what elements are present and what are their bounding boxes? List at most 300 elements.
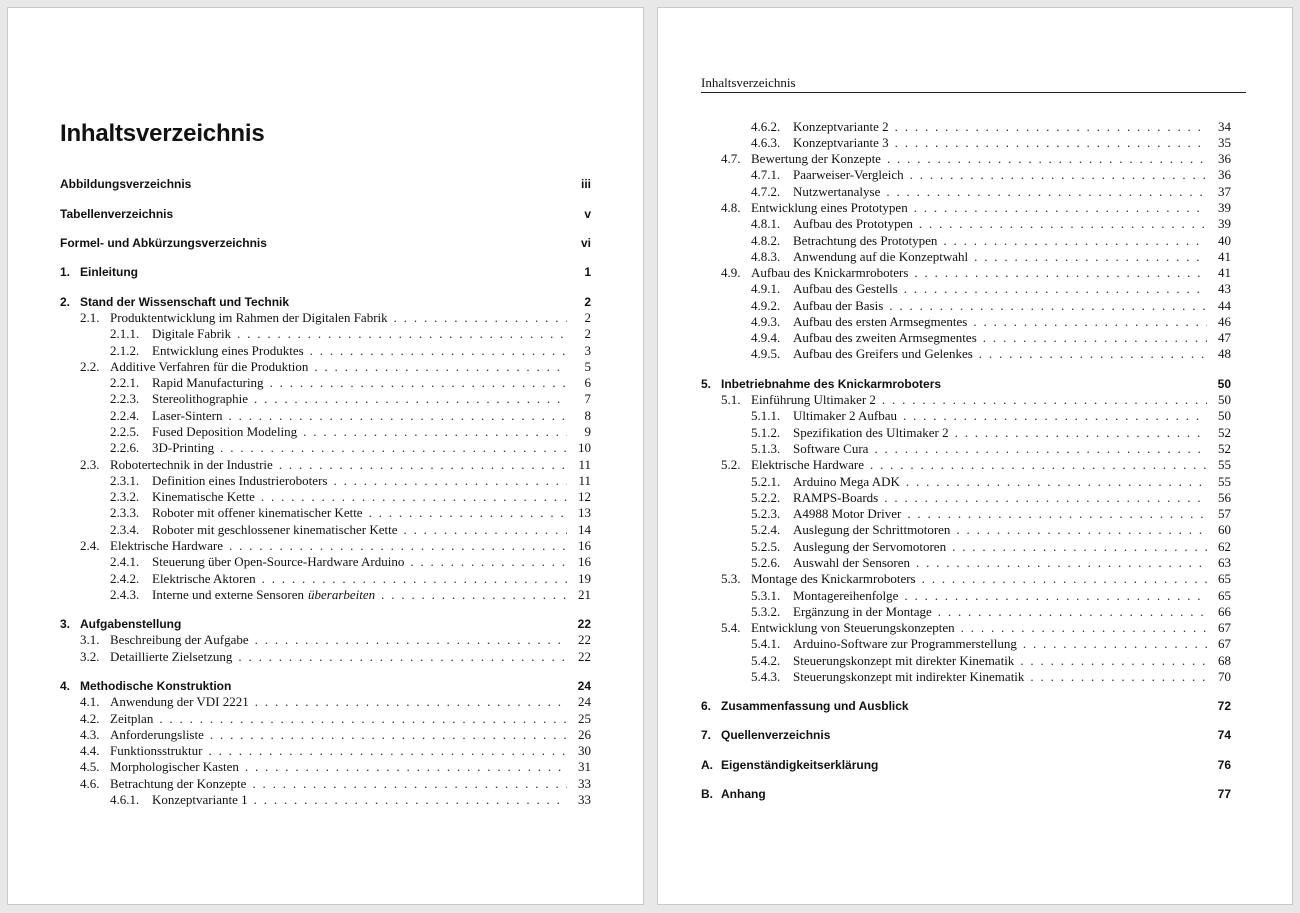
- toc-entry-title: Einleitung: [80, 265, 138, 279]
- toc-entry-page: 67: [1218, 620, 1231, 635]
- toc-entry-page: 70: [1218, 669, 1231, 684]
- toc-entry-title: Elektrische Aktoren: [152, 571, 256, 586]
- toc-chapter[interactable]: [701, 698, 1231, 714]
- toc-entry-page: 66: [1218, 604, 1231, 619]
- toc-entry-title: Paarweiser-Vergleich: [793, 167, 904, 182]
- toc-section[interactable]: [60, 310, 591, 326]
- toc-entry-title: Roboter mit offener kinematischer Kette: [152, 505, 363, 520]
- toc-entry-title: Bewertung der Konzepte: [751, 151, 881, 166]
- toc-entry-title: Roboter mit geschlossener kinematischer Kette: [152, 522, 398, 537]
- toc-entry-page: 34: [1218, 119, 1231, 134]
- toc-entry-title: Aufbau des Greifers und Gelenkes: [793, 346, 973, 361]
- toc-entry-page: 33: [578, 776, 591, 791]
- toc-subsection[interactable]: [701, 604, 1231, 620]
- toc-leader-dots: [895, 135, 1207, 151]
- toc-subsection[interactable]: [701, 636, 1231, 652]
- toc-subsection[interactable]: [60, 522, 591, 538]
- toc-entry-title: Digitale Fabrik: [152, 326, 232, 341]
- toc-section[interactable]: [60, 649, 591, 665]
- toc-leader-dots: [943, 233, 1207, 249]
- toc-leader-dots: [245, 759, 567, 775]
- toc-chapter[interactable]: [60, 206, 591, 222]
- toc-leader-dots: [210, 727, 567, 743]
- toc-entry-number: 4.7.1.: [751, 167, 781, 182]
- toc-chapter[interactable]: [60, 264, 591, 280]
- toc-entry-page: 72: [1217, 699, 1231, 713]
- toc-section[interactable]: [60, 727, 591, 743]
- toc-entry-page: 22: [577, 617, 591, 631]
- toc-leader-dots: [1030, 669, 1207, 685]
- toc-entry-title: Aufbau des Prototypen: [793, 216, 913, 231]
- toc-entry-page: 41: [1218, 249, 1231, 264]
- toc-entry-title: Ergänzung in der Montage: [793, 604, 932, 619]
- toc-entry-page: 77: [1217, 787, 1231, 801]
- toc-leader-dots: [887, 151, 1207, 167]
- toc-leader-dots: [237, 326, 567, 342]
- toc-entry-page: 21: [578, 587, 591, 602]
- toc-entry-page: 62: [1218, 539, 1231, 554]
- toc-entry-number: 2.2.1.: [110, 375, 140, 390]
- toc-entry-number: 2.3.: [80, 457, 100, 472]
- toc-leader-dots: [333, 473, 567, 489]
- toc-entry-page: 43: [1218, 281, 1231, 296]
- toc-entry-title: Anforderungsliste: [110, 727, 204, 742]
- toc-entry-page: 22: [578, 632, 591, 647]
- toc-entry-page: 11: [578, 473, 591, 488]
- toc-entry-page: vi: [580, 236, 591, 250]
- toc-entry-title: Entwicklung eines Produktes: [152, 343, 304, 358]
- toc-entry-page: 68: [1218, 653, 1231, 668]
- toc-subsection[interactable]: [60, 505, 591, 521]
- toc-entry-page: 52: [1218, 425, 1231, 440]
- toc-entry-number: B.: [701, 787, 713, 801]
- toc-leader-dots: [229, 538, 567, 554]
- toc-leader-dots: [394, 310, 567, 326]
- toc-entry-title: Aufbau des Knickarmroboters: [751, 265, 909, 280]
- toc-subsection[interactable]: [701, 281, 1231, 297]
- right-page: [657, 7, 1293, 905]
- toc-entry-page: 16: [578, 538, 591, 553]
- toc-entry-number: 2.2.: [80, 359, 100, 374]
- toc-subsection[interactable]: [701, 184, 1231, 200]
- toc-entry-title: Kinematische Kette: [152, 489, 255, 504]
- toc-section[interactable]: [60, 359, 591, 375]
- toc-entry-page: 16: [578, 554, 591, 569]
- toc-subsection[interactable]: [60, 473, 591, 489]
- toc-subsection[interactable]: [701, 490, 1231, 506]
- toc-subsection[interactable]: [60, 792, 591, 808]
- toc-entry-number: 3.: [60, 617, 71, 631]
- toc-entry-number: 4.9.3.: [751, 314, 781, 329]
- toc-section[interactable]: [60, 457, 591, 473]
- toc-entry-title: Aufbau des ersten Armsegmentes: [793, 314, 968, 329]
- toc-subsection[interactable]: [701, 346, 1231, 362]
- toc-chapter[interactable]: [60, 678, 591, 694]
- toc-entry-page: 50: [1217, 377, 1231, 391]
- toc-entry-note: überarbeiten: [307, 587, 376, 602]
- toc-chapter[interactable]: [701, 727, 1231, 743]
- toc-chapter[interactable]: [701, 376, 1231, 392]
- toc-leader-dots: [961, 620, 1207, 636]
- toc-entry-page: v: [584, 207, 591, 221]
- toc-entry-title: RAMPS-Boards: [793, 490, 879, 505]
- toc-entry-page: 26: [578, 727, 591, 742]
- toc-leader-dots: [270, 375, 567, 391]
- toc-leader-dots: [254, 792, 567, 808]
- toc-subsection[interactable]: [701, 249, 1231, 265]
- toc-subsection[interactable]: [701, 506, 1231, 522]
- toc-subsection[interactable]: [701, 314, 1231, 330]
- toc-section[interactable]: [701, 620, 1231, 636]
- toc-section[interactable]: [60, 759, 591, 775]
- toc-entry-title: Laser-Sintern: [152, 408, 223, 423]
- toc-entry-title: Beschreibung der Aufgabe: [110, 632, 249, 647]
- toc-entry-page: 55: [1218, 474, 1231, 489]
- toc-entry-page: 46: [1218, 314, 1231, 329]
- toc-entry-page: 52: [1218, 441, 1231, 456]
- toc-entry-title: Montage des Knickarmroboters: [751, 571, 916, 586]
- toc-entry-title: Konzeptvariante 1: [152, 792, 248, 807]
- toc-entry-number: 2.4.2.: [110, 571, 140, 586]
- toc-entry-title: Morphologischer Kasten: [110, 759, 239, 774]
- toc-entry-page: 31: [578, 759, 591, 774]
- toc-subsection[interactable]: [701, 588, 1231, 604]
- toc-leader-dots: [279, 457, 567, 473]
- toc-entry-number: 2.4.3.: [110, 587, 140, 602]
- toc-entry-title: Entwicklung von Steuerungskonzepten: [751, 620, 955, 635]
- toc-entry-page: 40: [1218, 233, 1231, 248]
- toc-subsection[interactable]: [60, 424, 591, 440]
- toc-leader-dots: [910, 167, 1207, 183]
- toc-entry-page: 3: [584, 343, 591, 358]
- toc-entry-title: Spezifikation des Ultimaker 2: [793, 425, 949, 440]
- toc-entry-page: 41: [1218, 265, 1231, 280]
- toc-subsection[interactable]: [60, 489, 591, 505]
- toc-subsection[interactable]: [701, 425, 1231, 441]
- toc-section[interactable]: [60, 694, 591, 710]
- toc-subsection[interactable]: [60, 343, 591, 359]
- toc-entry-title: Zeitplan: [110, 711, 154, 726]
- toc-leader-dots: [938, 604, 1207, 620]
- toc-subsection[interactable]: [701, 653, 1231, 669]
- toc-subsection[interactable]: [701, 539, 1231, 555]
- toc-leader-dots: [303, 424, 567, 440]
- toc-leader-dots: [314, 359, 567, 375]
- toc-entry-number: 4.1.: [80, 694, 100, 709]
- toc-entry-number: 4.8.: [721, 200, 741, 215]
- toc-leader-dots: [262, 571, 567, 587]
- toc-entry-number: 2.1.1.: [110, 326, 140, 341]
- toc-leader-dots: [916, 555, 1207, 571]
- toc-subsection[interactable]: [701, 555, 1231, 571]
- toc-entry-number: 4.7.2.: [751, 184, 781, 199]
- toc-leader-dots: [983, 330, 1207, 346]
- toc-entry-number: 5.4.3.: [751, 669, 781, 684]
- toc-leader-dots: [310, 343, 567, 359]
- toc-entry-title: Steuerungskonzept mit indirekter Kinematik: [793, 669, 1025, 684]
- toc-entry-number: 7.: [701, 728, 712, 742]
- toc-entry-number: 2.3.2.: [110, 489, 140, 504]
- left-page: [7, 7, 644, 905]
- toc-entry-title: Produktentwicklung im Rahmen der Digitalen Fabrik: [110, 310, 388, 325]
- toc-section[interactable]: [701, 151, 1231, 167]
- toc-entry-title: Einführung Ultimaker 2: [751, 392, 876, 407]
- toc-section[interactable]: [60, 711, 591, 727]
- toc-entry-number: 1.: [60, 265, 71, 279]
- toc-chapter[interactable]: [60, 176, 591, 192]
- toc-entry-number: 2.2.3.: [110, 391, 140, 406]
- toc-entry-page: 24: [578, 694, 591, 709]
- toc-entry-page: 33: [578, 792, 591, 807]
- toc-entry-number: 5.3.2.: [751, 604, 781, 619]
- toc-entry-page: 22: [578, 649, 591, 664]
- toc-subsection[interactable]: [701, 522, 1231, 538]
- toc-entry-page: 2: [584, 295, 591, 309]
- toc-entry-title: Steuerung über Open-Source-Hardware Arduino: [152, 554, 405, 569]
- toc-entry-page: 47: [1218, 330, 1231, 345]
- toc-subsection[interactable]: [60, 391, 591, 407]
- toc-entry-title: Rapid Manufacturing: [152, 375, 264, 390]
- toc-entry-title: A4988 Motor Driver: [793, 506, 902, 521]
- toc-entry-title: Inbetriebnahme des Knickarmroboters: [721, 377, 942, 391]
- toc-subsection[interactable]: [701, 408, 1231, 424]
- toc-entry-page: 9: [584, 424, 591, 439]
- toc-entry-number: 2.1.: [80, 310, 100, 325]
- toc-entry-title: Interne und externe Sensoren: [152, 587, 304, 602]
- toc-entry-number: 5.4.: [721, 620, 741, 635]
- toc-subsection[interactable]: [60, 326, 591, 342]
- toc-leader-dots: [955, 425, 1207, 441]
- toc-entry-page: 19: [578, 571, 591, 586]
- toc-entry-number: 4.3.: [80, 727, 100, 742]
- toc-entry-number: 4.6.3.: [751, 135, 781, 150]
- toc-entry-title: Formel- und Abkürzungsverzeichnis: [60, 236, 267, 250]
- toc-entry-title: Aufbau des Gestells: [793, 281, 898, 296]
- toc-subsection[interactable]: [701, 216, 1231, 232]
- toc-subsection[interactable]: [60, 408, 591, 424]
- toc-entry-number: 5.4.1.: [751, 636, 781, 651]
- toc-chapter[interactable]: [701, 757, 1231, 773]
- toc-entry-title: Elektrische Hardware: [751, 457, 864, 472]
- toc-entry-number: 5.1.: [721, 392, 741, 407]
- toc-chapter[interactable]: [60, 235, 591, 251]
- toc-entry-page: 65: [1218, 588, 1231, 603]
- toc-entry-number: 5.3.1.: [751, 588, 781, 603]
- toc-leader-dots: [255, 632, 567, 648]
- toc-entry-title: Methodische Konstruktion: [80, 679, 232, 693]
- toc-subsection[interactable]: [60, 375, 591, 391]
- toc-entry-page: 11: [578, 457, 591, 472]
- toc-subsection[interactable]: [701, 167, 1231, 183]
- toc-section[interactable]: [60, 632, 591, 648]
- toc-entry-number: 2.: [60, 295, 71, 309]
- toc-entry-number: 5.2.5.: [751, 539, 781, 554]
- toc-leader-dots: [919, 216, 1207, 232]
- toc-entry-number: 5.1.3.: [751, 441, 781, 456]
- toc-entry-page: 44: [1218, 298, 1231, 313]
- toc-leader-dots: [904, 281, 1207, 297]
- toc-entry-page: 60: [1218, 522, 1231, 537]
- toc-entry-number: 2.2.5.: [110, 424, 140, 439]
- toc-section[interactable]: [60, 743, 591, 759]
- toc-entry-title: Auslegung der Schrittmotoren: [793, 522, 951, 537]
- toc-entry-number: 4.6.: [80, 776, 100, 791]
- toc-entry-title: Anwendung auf die Konzeptwahl: [793, 249, 969, 264]
- toc-leader-dots: [208, 743, 567, 759]
- toc-leader-dots: [895, 119, 1207, 135]
- toc-entry-title: Robotertechnik in der Industrie: [110, 457, 273, 472]
- toc-entry-title: Aufbau der Basis: [793, 298, 884, 313]
- toc-entry-title: Entwicklung eines Prototypen: [751, 200, 908, 215]
- toc-entry-title: Nutzwertanalyse: [793, 184, 881, 199]
- toc-subsection[interactable]: [60, 571, 591, 587]
- toc-entry-title: Additive Verfahren für die Produktion: [110, 359, 309, 374]
- toc-subsection[interactable]: [60, 440, 591, 456]
- toc-entry-page: 5: [584, 359, 591, 374]
- toc-entry-number: 4.8.3.: [751, 249, 781, 264]
- toc-leader-dots: [159, 711, 567, 727]
- toc-chapter[interactable]: [60, 616, 591, 632]
- toc-entry-page: 14: [578, 522, 591, 537]
- toc-entry-title: Betrachtung des Prototypen: [793, 233, 938, 248]
- toc-entry-number: A.: [701, 758, 713, 772]
- toc-entry-page: 39: [1218, 200, 1231, 215]
- toc-entry-page: 24: [577, 679, 591, 693]
- toc-entry-page: 36: [1218, 167, 1231, 182]
- toc-entry-title: Abbildungsverzeichnis: [60, 177, 192, 191]
- toc-entry-number: 4.5.: [80, 759, 100, 774]
- toc-entry-page: 37: [1218, 184, 1231, 199]
- toc-entry-page: 8: [584, 408, 591, 423]
- toc-leader-dots: [261, 489, 567, 505]
- toc-subsection[interactable]: [701, 441, 1231, 457]
- toc-entry-title: Ultimaker 2 Aufbau: [793, 408, 897, 423]
- toc-subsection[interactable]: [701, 135, 1231, 151]
- toc-subsection[interactable]: [701, 119, 1231, 135]
- toc-entry-number: 4.7.: [721, 151, 741, 166]
- toc-entry-number: 4.9.4.: [751, 330, 781, 345]
- toc-entry-number: 4.6.2.: [751, 119, 781, 134]
- toc-entry-number: 5.2.2.: [751, 490, 781, 505]
- toc-leader-dots: [410, 554, 567, 570]
- toc-entry-number: 4.9.2.: [751, 298, 781, 313]
- toc-entry-page: 56: [1218, 490, 1231, 505]
- toc-leader-dots: [884, 490, 1207, 506]
- toc-entry-title: Aufgabenstellung: [80, 617, 182, 631]
- toc-leader-dots: [870, 457, 1207, 473]
- toc-entry-number: 2.4.1.: [110, 554, 140, 569]
- toc-entry-title: Stereolithographie: [152, 391, 249, 406]
- toc-entry-number: 3.1.: [80, 632, 100, 647]
- toc-entry-number: 4.4.: [80, 743, 100, 758]
- toc-entry-page: 7: [584, 391, 591, 406]
- toc-entry-title: Tabellenverzeichnis: [60, 207, 174, 221]
- toc-subsection[interactable]: [701, 298, 1231, 314]
- toc-section[interactable]: [701, 265, 1231, 281]
- toc-entry-title: Auslegung der Servomotoren: [793, 539, 947, 554]
- toc-entry-number: 5.2.1.: [751, 474, 781, 489]
- toc-leader-dots: [889, 298, 1207, 314]
- toc-leader-dots: [220, 440, 567, 456]
- toc-entry-page: 50: [1218, 408, 1231, 423]
- toc-subsection[interactable]: [60, 554, 591, 570]
- toc-leader-dots: [907, 506, 1207, 522]
- toc-entry-title: Anhang: [721, 787, 766, 801]
- toc-subsection[interactable]: [60, 587, 591, 603]
- toc-entry-number: 4.8.1.: [751, 216, 781, 231]
- toc-entry-title: Quellenverzeichnis: [721, 728, 831, 742]
- toc-entry-page: 67: [1218, 636, 1231, 651]
- toc-section[interactable]: [701, 200, 1231, 216]
- toc-subsection[interactable]: [701, 669, 1231, 685]
- toc-entry-page: 36: [1218, 151, 1231, 166]
- toc-leader-dots: [886, 184, 1207, 200]
- toc-section[interactable]: [701, 571, 1231, 587]
- toc-entry-title: Steuerungskonzept mit direkter Kinematik: [793, 653, 1015, 668]
- toc-entry-number: 5.4.2.: [751, 653, 781, 668]
- toc-subsection[interactable]: [701, 474, 1231, 490]
- toc-leader-dots: [904, 588, 1207, 604]
- toc-leader-dots: [381, 587, 567, 603]
- toc-leader-dots: [922, 571, 1207, 587]
- toc-entry-title: Eigenständigkeitserklärung: [721, 758, 879, 772]
- toc-section[interactable]: [701, 457, 1231, 473]
- toc-entry-page: 63: [1218, 555, 1231, 570]
- toc-chapter[interactable]: [701, 786, 1231, 802]
- toc-entry-page: 76: [1217, 758, 1231, 772]
- toc-entry-title: Aufbau des zweiten Armsegmentes: [793, 330, 977, 345]
- toc-entry-page: 12: [578, 489, 591, 504]
- toc-entry-number: 4.9.5.: [751, 346, 781, 361]
- page-title: Inhaltsverzeichnis: [60, 120, 265, 147]
- toc-entry-title: Software Cura: [793, 441, 869, 456]
- toc-subsection[interactable]: [701, 330, 1231, 346]
- toc-entry-page: 2: [584, 326, 591, 341]
- toc-entry-number: 5.2.6.: [751, 555, 781, 570]
- toc-leader-dots: [973, 314, 1207, 330]
- toc-entry-number: 2.2.4.: [110, 408, 140, 423]
- toc-chapter[interactable]: [60, 294, 591, 310]
- toc-entry-number: 5.1.2.: [751, 425, 781, 440]
- toc-section[interactable]: [701, 392, 1231, 408]
- toc-entry-number: 5.1.1.: [751, 408, 781, 423]
- toc-entry-page: 50: [1218, 392, 1231, 407]
- toc-entry-page: 1: [584, 265, 591, 279]
- toc-leader-dots: [979, 346, 1207, 362]
- toc-entry-page: 74: [1217, 728, 1231, 742]
- toc-section[interactable]: [60, 776, 591, 792]
- toc-leader-dots: [255, 694, 567, 710]
- toc-entry-number: 4.6.1.: [110, 792, 140, 807]
- toc-entry-title: Stand der Wissenschaft und Technik: [80, 295, 290, 309]
- toc-entry-page: 55: [1218, 457, 1231, 472]
- toc-entry-number: 2.4.: [80, 538, 100, 553]
- toc-subsection[interactable]: [701, 233, 1231, 249]
- toc-entry-title: Fused Deposition Modeling: [152, 424, 298, 439]
- toc-entry-page: 25: [578, 711, 591, 726]
- toc-entry-number: 4.9.: [721, 265, 741, 280]
- toc-entry-number: 2.2.6.: [110, 440, 140, 455]
- toc-entry-page: iii: [580, 177, 591, 191]
- toc-section[interactable]: [60, 538, 591, 554]
- toc-entry-title: Detaillierte Zielsetzung: [110, 649, 233, 664]
- toc-leader-dots: [906, 474, 1207, 490]
- toc-entry-number: 5.: [701, 377, 712, 391]
- toc-leader-dots: [1020, 653, 1207, 669]
- toc-entry-page: 6: [584, 375, 591, 390]
- toc-entry-title: Elektrische Hardware: [110, 538, 223, 553]
- toc-entry-title: Anwendung der VDI 2221: [110, 694, 249, 709]
